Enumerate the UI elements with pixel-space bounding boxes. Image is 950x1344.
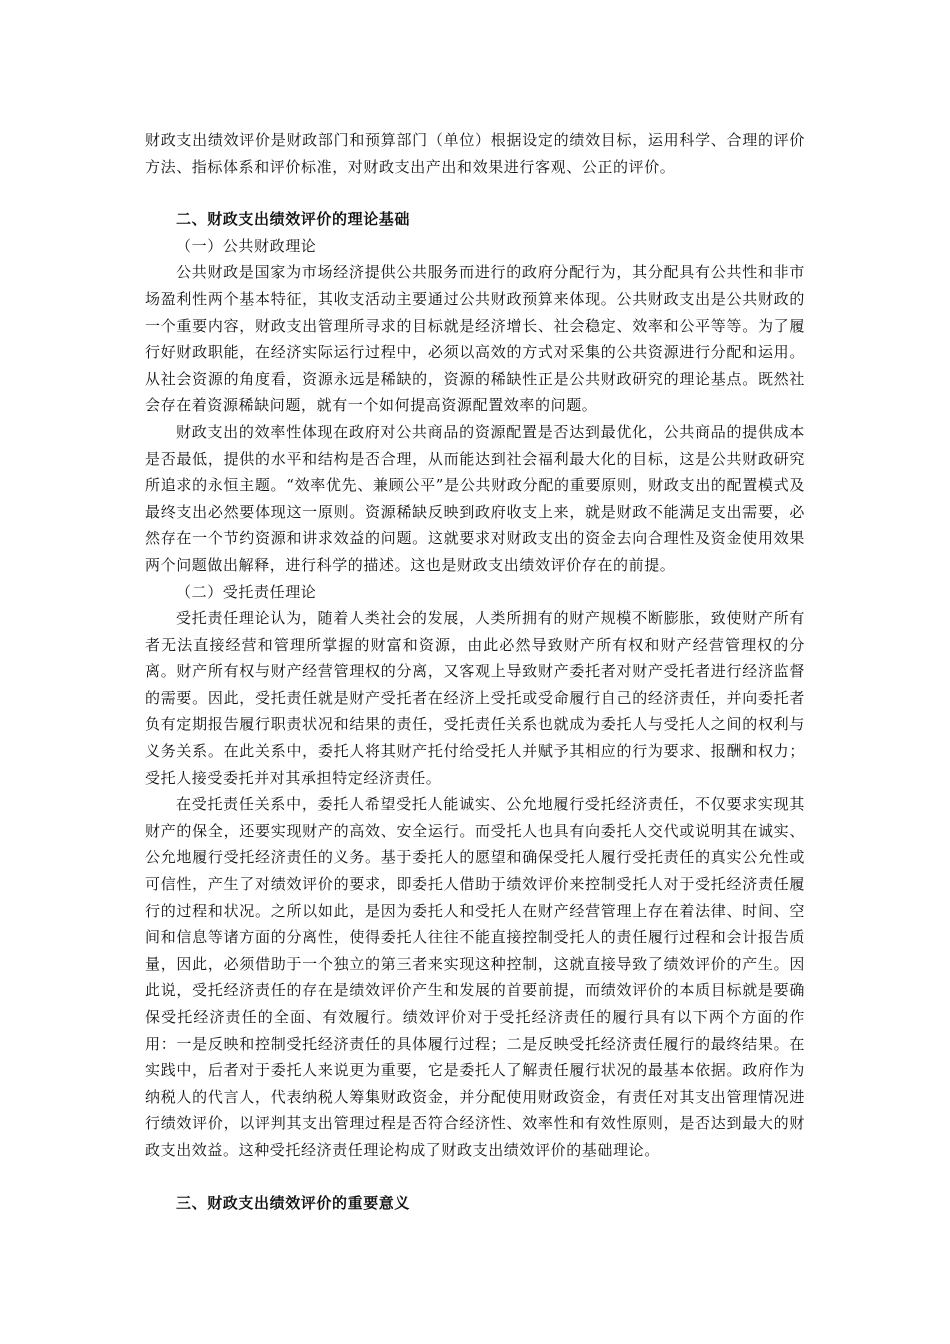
subsection-2-heading: （二）受托责任理论 [176, 582, 317, 601]
subsection-1-paragraph-2: 财政支出的效率性体现在政府对公共商品的资源配置是否达到最优化，公共商品的提供成本是否最低，提供的水平和结构是否合理，从而能达到社会福利最大化的目标，这是公共财政研究所追求的永恒主题。“效率优先、兼顾公平”是公共财政分配的重要原则，财政支出的配置模式及最终支出必然要体现这一原则。资源稀缺反映到政府收支上来，就是财政不能满足支出需要，必然存在一个节约资源和讲求效益的问题。这就要求对财政支出的资金去向合理性及资金使用效果两个问题做出解释，进行科学的描述。这也是财政支出绩效评价存在的前提。 [145, 422, 805, 574]
subsection-1-paragraph-1: 公共财政是国家为市场经济提供公共服务而进行的政府分配行为，其分配具有公共性和非市场盈利性两个基本特征，其收支活动主要通过公共财政预算来体现。公共财政支出是公共财政的一个重要内容，财政支出管理所寻求的目标就是经济增长、社会稳定、效率和公平等等。为了履行好财政职能，在经济实际运行过程中，必须以高效的方式对采集的公共资源进行分配和运用。从社会资源的角度看，资源永远是稀缺的，资源的稀缺性正是公共财政研究的理论基点。既然社会存在着资源稀缺问题，就有一个如何提高资源配置效率的问题。 [145, 263, 805, 415]
subsection-1-heading: （一）公共财政理论 [176, 236, 317, 255]
subsection-2-paragraph-1: 受托责任理论认为，随着人类社会的发展，人类所拥有的财产规模不断膨胀，致使财产所有者无法直接经营和管理所掌握的财富和资源，由此必然导致财产所有权和财产经营管理权的分离。财产所有权与财产经营管理权的分离，又客观上导致财产委托者对财产受托者进行经济监督的需要。因此，受托责任就是财产受托者在经济上受托或受命履行自己的经济责任，并向委托者负有定期报告履行职责状况和结果的责任，受托责任关系也就成为委托人与受托人之间的权利与义务关系。在此关系中，委托人将其财产托付给受托人并赋予其相应的行为要求、报酬和权力；受托人接受委托并对其承担特定经济责任。 [145, 609, 805, 787]
intro-paragraph: 财政支出绩效评价是财政部门和预算部门（单位）根据设定的绩效目标，运用科学、合理的评价方法、指标体系和评价标准，对财政支出产出和效果进行客观、公正的评价。 [145, 131, 805, 176]
section-3-heading: 三、财政支出绩效评价的重要意义 [176, 1193, 411, 1212]
document-page [145, 127, 805, 1216]
subsection-2-paragraph-2: 在受托责任关系中，委托人希望受托人能诚实、公允地履行受托经济责任，不仅要求实现其财产的保全，还要实现财产的高效、安全运行。而受托人也具有向委托人交代或说明其在诚实、公允地履行受托经济责任的义务。基于委托人的愿望和确保受托人履行受托责任的真实公允性或可信性，产生了对绩效评价的要求，即委托人借助于绩效评价来控制受托人对于受托经济责任履行的过程和状况。之所以如此，是因为委托人和受托人在财产经营管理上存在着法律、时间、空间和信息等诸方面的分离性，使得委托人往往不能直接控制受托人的责任履行过程和会计报告质量，因此，必须借助于一个独立的第三者来实现这种控制，这就直接导致了绩效评价的产生。因此说，受托经济责任的存在是绩效评价产生和发展的首要前提，而绩效评价的本质目标就是要确保受托经济责任的全面、有效履行。绩效评价对于受托经济责任的履行具有以下两个方面的作用：一是反映和控制受托经济责任的具体履行过程；二是反映受托经济责任履行的最终结果。在实践中，后者对于委托人来说更为重要，它是委托人了解责任履行状况的最基本依据。政府作为纳税人的代言人，代表纳税人筹集财政资金，并分配使用财政资金，有责任对其支出管理情况进行绩效评价，以评判其支出管理过程是否符合经济性、效率性和有效性原则，是否达到最大的财政支出效益。这种受托经济责任理论构成了财政支出绩效评价的基础理论。 [145, 795, 805, 1159]
spacer [145, 180, 805, 206]
spacer [145, 1164, 805, 1190]
section-2-heading: 二、财政支出绩效评价的理论基础 [176, 210, 411, 229]
